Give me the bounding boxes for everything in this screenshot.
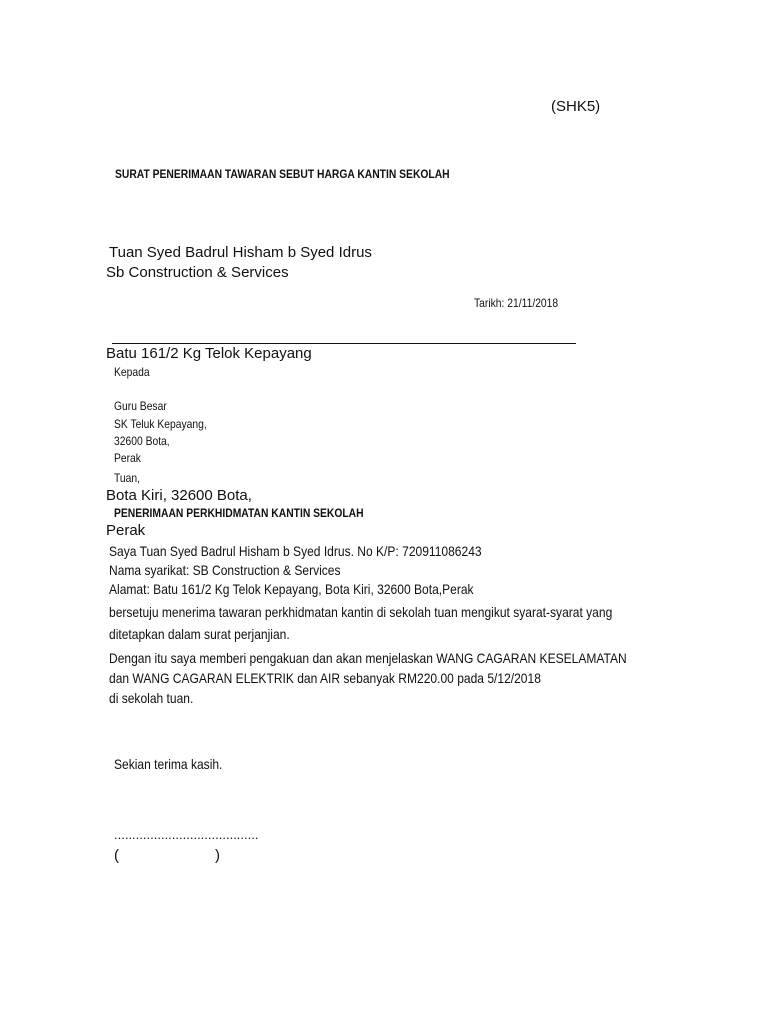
body-line-address: Alamat: Batu 161/2 Kg Telok Kepayang, Bota Kiri, 32600 Bota,Perak	[109, 581, 474, 597]
recipient-line1: Guru Besar	[114, 399, 167, 413]
sender-address-line1: Batu 161/2 Kg Telok Kepayang	[106, 345, 312, 362]
paragraph2-line1: Dengan itu saya memberi pengakuan dan akan menjelaskan WANG CAGARAN KESELAMATAN	[109, 650, 627, 666]
body-line-company: Nama syarikat: SB Construction & Services	[109, 562, 341, 578]
recipient-line3: 32600 Bota,	[114, 434, 170, 448]
document-title: SURAT PENERIMAAN TAWARAN SEBUT HARGA KANTIN SEKOLAH	[115, 167, 450, 181]
sender-address-line2: Bota Kiri, 32600 Bota,	[106, 487, 252, 504]
sender-company: Sb Construction & Services	[106, 264, 289, 281]
recipient-line2: SK Teluk Kepayang,	[114, 417, 207, 431]
paragraph1-line2: ditetapkan dalam surat perjanjian.	[109, 626, 290, 642]
paragraph2-line2: dan WANG CAGARAN ELEKTRIK dan AIR sebanyak RM220.00 pada 5/12/2018	[109, 670, 541, 686]
reference-code: (SHK5)	[551, 98, 601, 115]
closing-line: Sekian terima kasih.	[114, 756, 223, 772]
recipient-line4: Perak	[114, 451, 141, 465]
salutation: Tuan,	[114, 471, 141, 485]
signature-bracket-close: )	[215, 847, 220, 864]
subject-line: PENERIMAAN PERKHIDMATAN KANTIN SEKOLAH	[114, 506, 364, 520]
recipient-label: Kepada	[114, 365, 150, 379]
signature-dots: ........................................	[114, 827, 259, 842]
address-underline	[112, 343, 576, 344]
date-line: Tarikh: 21/11/2018	[474, 296, 559, 310]
sender-name: Tuan Syed Badrul Hisham b Syed Idrus	[109, 244, 372, 261]
paragraph1-line1: bersetuju menerima tawaran perkhidmatan kantin di sekolah tuan mengikut syarat-syarat yang	[109, 604, 613, 620]
paragraph2-line3: di sekolah tuan.	[109, 690, 194, 706]
signature-bracket-open: (	[114, 847, 119, 864]
body-line-name: Saya Tuan Syed Badrul Hisham b Syed Idrus. No K/P: 720911086243	[109, 543, 482, 559]
sender-address-line3: Perak	[106, 522, 146, 539]
